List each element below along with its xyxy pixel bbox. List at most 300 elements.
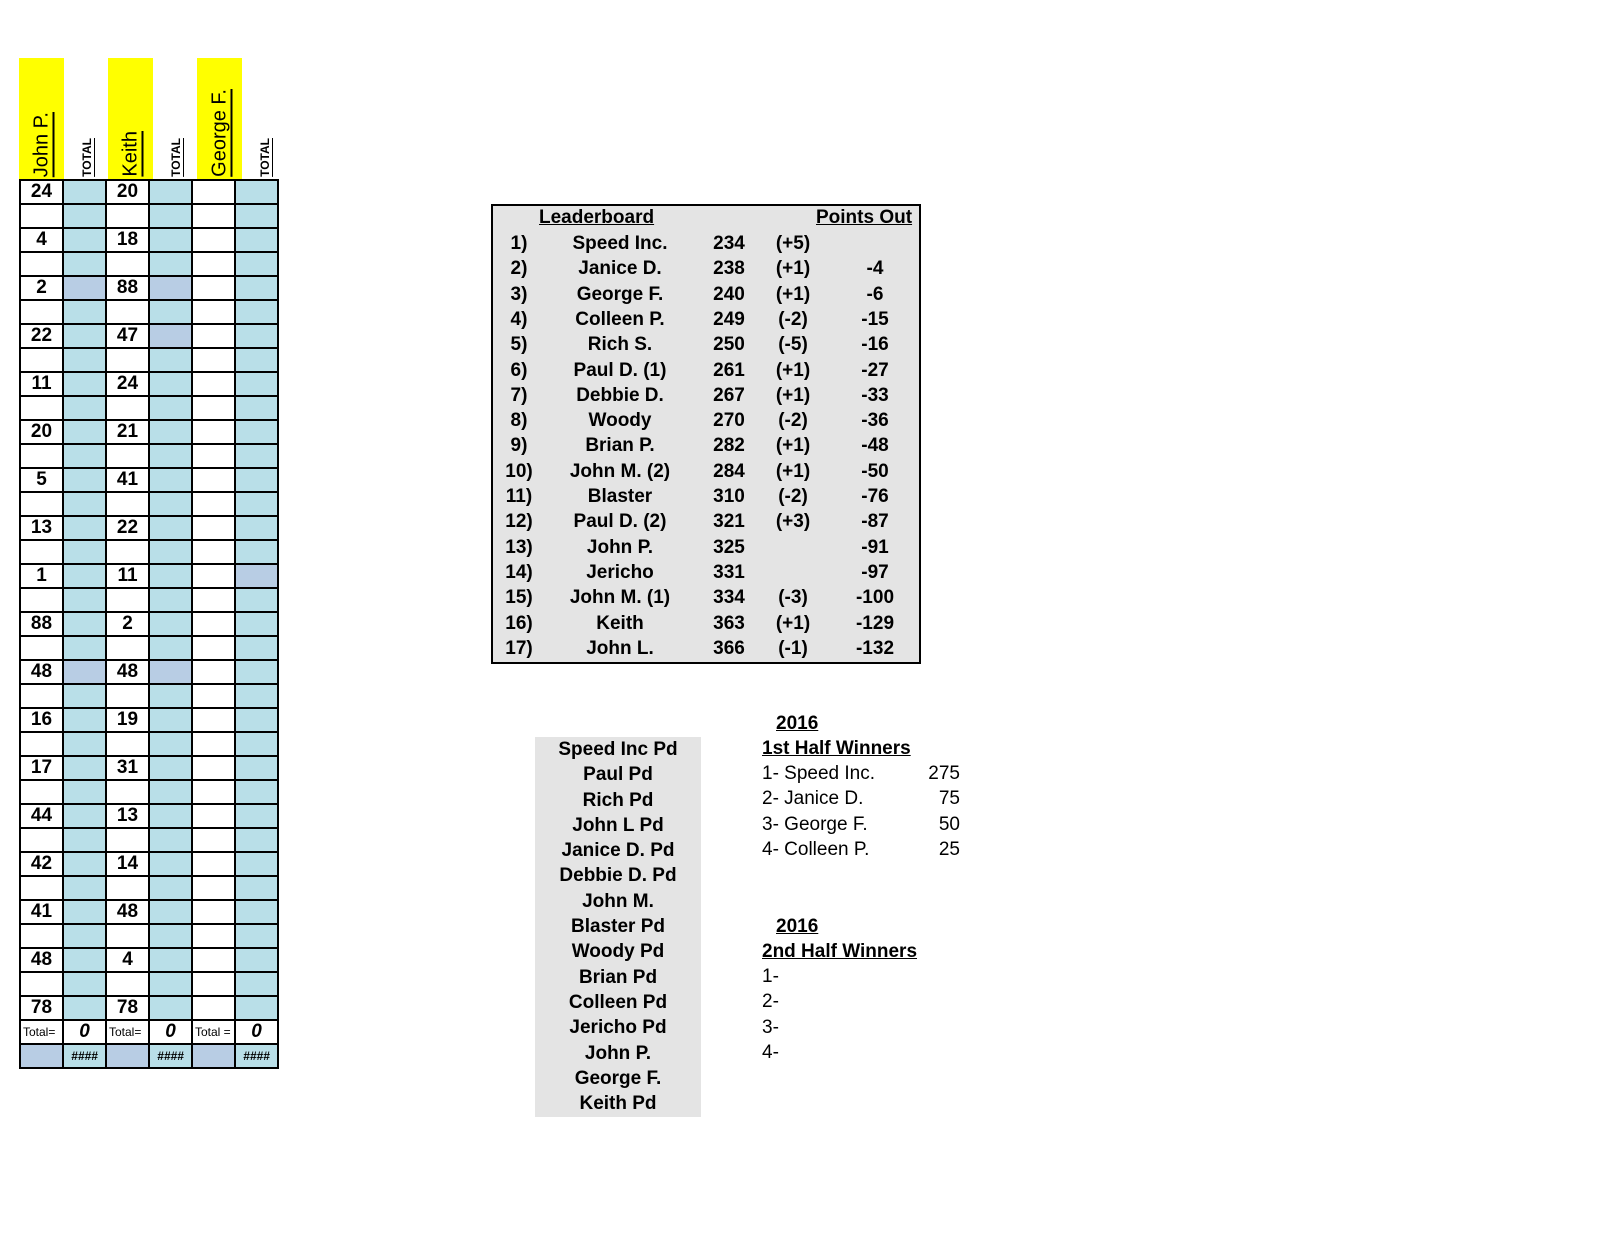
total-label: Total=	[106, 1020, 149, 1044]
table-row	[20, 852, 278, 876]
table-row	[20, 684, 278, 708]
leaderboard-row	[493, 459, 919, 484]
total-cell	[63, 252, 106, 276]
player-name: Paul D. (1)	[573, 359, 667, 381]
paid-entry: John M.	[582, 890, 654, 912]
position-change: (-2)	[778, 410, 808, 432]
table-row	[20, 660, 278, 684]
rank: 12)	[505, 511, 533, 533]
total-cell	[235, 852, 278, 876]
points-out: -16	[861, 334, 889, 356]
score-cell	[192, 924, 235, 948]
score-cell	[20, 780, 63, 804]
score-cell	[106, 252, 149, 276]
total-cell	[63, 996, 106, 1020]
total-cell	[235, 324, 278, 348]
points-out: -48	[861, 435, 889, 457]
total-cell	[149, 588, 192, 612]
table-row	[20, 516, 278, 540]
leaderboard-row	[493, 231, 919, 256]
total-cell	[235, 636, 278, 660]
player-header	[19, 58, 64, 179]
score-cell: 19	[106, 708, 149, 732]
total-cell	[149, 780, 192, 804]
score-cell	[106, 828, 149, 852]
player-name: Jericho	[586, 561, 654, 583]
score-cell	[192, 756, 235, 780]
score-cell: 31	[106, 756, 149, 780]
total-cell	[63, 324, 106, 348]
paid-entry: Speed Inc Pd	[558, 739, 678, 760]
score-cell	[20, 684, 63, 708]
total-cell	[63, 588, 106, 612]
winner-label: 2-	[762, 991, 779, 1013]
leaderboard-row	[493, 636, 919, 661]
score-cell	[20, 732, 63, 756]
total-cell	[235, 228, 278, 252]
score-cell	[192, 636, 235, 660]
total-cell	[235, 828, 278, 852]
score-cell	[192, 852, 235, 876]
table-row	[20, 756, 278, 780]
score-cell	[192, 564, 235, 588]
score-cell	[106, 540, 149, 564]
player-name: Keith	[119, 131, 141, 177]
score: 284	[713, 460, 745, 482]
paid-entry: Rich Pd	[582, 789, 654, 811]
total-cell	[63, 972, 106, 996]
total-cell	[149, 636, 192, 660]
score-table	[19, 179, 279, 1069]
total-cell	[63, 948, 106, 972]
leaderboard	[491, 204, 921, 664]
points-out: -4	[866, 258, 884, 280]
player-name: Debbie D.	[576, 384, 664, 406]
score-cell	[192, 588, 235, 612]
points-out: -76	[861, 486, 889, 507]
score: 363	[713, 612, 745, 634]
total-header	[153, 58, 198, 179]
score-cell	[192, 972, 235, 996]
leaderboard-row	[493, 535, 919, 560]
total-cell	[149, 612, 192, 636]
total-cell	[235, 780, 278, 804]
score-cell	[106, 396, 149, 420]
total-cell	[235, 276, 278, 300]
table-row	[20, 540, 278, 564]
score-cell	[192, 372, 235, 396]
total-cell	[63, 924, 106, 948]
total-cell	[235, 420, 278, 444]
winner-amount: 75	[938, 788, 960, 810]
winner-label: 4- Colleen P.	[762, 838, 870, 860]
score: 270	[713, 410, 745, 432]
score: 334	[713, 587, 745, 609]
score-cell	[192, 324, 235, 348]
totals-row	[20, 1020, 278, 1044]
score-cell: 16	[20, 708, 63, 732]
table-row	[20, 204, 278, 228]
leaderboard-row	[493, 560, 919, 585]
position-change: (-2)	[778, 486, 808, 507]
score: 325	[713, 536, 745, 558]
table-row	[20, 924, 278, 948]
total-cell	[149, 468, 192, 492]
score-cell	[192, 276, 235, 300]
position-change: (+1)	[775, 283, 811, 305]
score-cell	[192, 996, 235, 1020]
position-change: (+1)	[775, 460, 811, 482]
total-cell	[63, 492, 106, 516]
winner-label: 3- George F.	[762, 813, 868, 835]
total-cell	[149, 444, 192, 468]
total-label: TOTAL	[257, 138, 272, 177]
table-row	[20, 804, 278, 828]
score-cell	[192, 180, 235, 204]
total-cell	[63, 204, 106, 228]
total-label: TOTAL	[79, 138, 94, 177]
total-cell	[235, 732, 278, 756]
winner-amount: 50	[938, 813, 960, 835]
position-change: (-5)	[778, 334, 808, 356]
second-half-title: 2nd Half Winners	[762, 941, 918, 962]
total-cell	[149, 492, 192, 516]
rank: 15)	[505, 587, 533, 609]
score-cell	[106, 924, 149, 948]
total-cell	[235, 204, 278, 228]
score-cell: 11	[20, 372, 63, 396]
winner-amount: 25	[938, 838, 960, 860]
total-cell	[149, 420, 192, 444]
points-out: -6	[866, 283, 884, 305]
score-cell	[192, 900, 235, 924]
table-row	[20, 828, 278, 852]
total-cell	[149, 540, 192, 564]
table-row	[20, 492, 278, 516]
score-cell: 11	[106, 564, 149, 588]
score: 321	[713, 511, 745, 533]
score-cell	[192, 516, 235, 540]
total-cell	[235, 372, 278, 396]
score-cell	[106, 732, 149, 756]
score-cell: 78	[106, 996, 149, 1020]
total-cell	[235, 876, 278, 900]
total-cell	[63, 660, 106, 684]
position-change: (+1)	[775, 612, 811, 634]
points-out: -50	[861, 460, 889, 482]
score-cell	[106, 636, 149, 660]
total-cell	[63, 900, 106, 924]
position-change: (+1)	[775, 359, 811, 381]
total-cell	[149, 300, 192, 324]
score-cell	[20, 588, 63, 612]
points-out: -15	[861, 308, 889, 330]
total-cell	[235, 468, 278, 492]
table-row	[20, 348, 278, 372]
player-name: John P.	[586, 536, 654, 558]
leaderboard-row	[493, 332, 919, 357]
leaderboard-row	[493, 282, 919, 307]
total-cell	[149, 708, 192, 732]
total-cell	[63, 612, 106, 636]
paid-entry: Debbie D. Pd	[559, 865, 677, 887]
score-cell: 48	[106, 900, 149, 924]
total-cell	[149, 852, 192, 876]
points-out: -97	[861, 561, 889, 583]
blank-cell	[192, 1044, 235, 1068]
total-cell	[63, 444, 106, 468]
leaderboard-row	[493, 383, 919, 408]
score-cell: 48	[20, 660, 63, 684]
score-cell	[192, 828, 235, 852]
table-row	[20, 180, 278, 204]
score-cell	[20, 252, 63, 276]
total-label: Total=	[20, 1020, 63, 1044]
score-cell	[106, 876, 149, 900]
total-cell	[235, 492, 278, 516]
score-cell: 13	[106, 804, 149, 828]
points-out: -27	[861, 359, 889, 381]
column-header-row	[19, 58, 279, 179]
table-row	[20, 732, 278, 756]
leaderboard-row	[493, 484, 919, 509]
leaderboard-row	[493, 509, 919, 534]
table-row	[20, 468, 278, 492]
position-change: (-1)	[778, 637, 808, 659]
total-cell	[63, 564, 106, 588]
score-cell	[20, 492, 63, 516]
paid-entry: Janice D. Pd	[561, 840, 675, 862]
paid-entry: George F.	[574, 1067, 662, 1089]
rank: 10)	[505, 460, 533, 482]
rank: 2)	[510, 258, 528, 280]
player-name: Colleen P.	[575, 308, 665, 330]
table-row	[20, 444, 278, 468]
total-cell	[63, 396, 106, 420]
total-cell	[235, 708, 278, 732]
player-name: Woody	[588, 410, 652, 432]
paid-entry: Brian Pd	[578, 966, 658, 988]
total-cell	[63, 684, 106, 708]
total-cell	[149, 180, 192, 204]
score-cell	[106, 588, 149, 612]
total-cell	[63, 276, 106, 300]
score: 249	[713, 308, 745, 330]
overflow-row	[20, 1044, 278, 1068]
score-cell	[20, 972, 63, 996]
score-cell: 48	[106, 660, 149, 684]
rank: 13)	[505, 536, 533, 558]
score-cell	[192, 252, 235, 276]
winner-label: 2- Janice D.	[762, 788, 864, 810]
total-cell	[235, 612, 278, 636]
table-row	[20, 300, 278, 324]
player-name: John M. (2)	[569, 460, 671, 482]
leaderboard-row	[493, 408, 919, 433]
total-cell	[63, 780, 106, 804]
overflow-cell: ####	[63, 1044, 106, 1068]
total-cell	[149, 900, 192, 924]
points-out: -100	[855, 587, 895, 609]
score-cell: 22	[106, 516, 149, 540]
score-cell	[192, 348, 235, 372]
total-cell	[63, 468, 106, 492]
score-cell: 4	[106, 948, 149, 972]
total-cell	[63, 372, 106, 396]
rank: 17)	[505, 637, 533, 659]
second-half-year: 2016	[776, 916, 819, 937]
position-change: (+1)	[775, 258, 811, 280]
winner-label: 1- Speed Inc.	[762, 763, 876, 784]
score-cell	[20, 828, 63, 852]
total-cell	[149, 732, 192, 756]
points-out: -36	[861, 410, 889, 432]
total-cell	[63, 540, 106, 564]
leaderboard-row	[493, 611, 919, 636]
score-cell: 2	[20, 276, 63, 300]
score: 282	[713, 435, 745, 457]
score-cell	[20, 300, 63, 324]
table-row	[20, 324, 278, 348]
first-half-year: 2016	[776, 713, 819, 734]
score-cell	[192, 468, 235, 492]
score-cell	[106, 972, 149, 996]
score-cell	[192, 540, 235, 564]
total-header	[242, 58, 287, 179]
table-row	[20, 972, 278, 996]
paid-entry: Woody Pd	[571, 941, 665, 963]
total-cell	[149, 564, 192, 588]
score-cell	[106, 300, 149, 324]
table-row	[20, 780, 278, 804]
total-value: 0	[235, 1020, 278, 1044]
score: 366	[713, 637, 745, 659]
total-cell	[235, 948, 278, 972]
player-name: John L.	[586, 637, 654, 659]
player-name: George F.	[208, 89, 230, 177]
paid-entry: Jericho Pd	[569, 1017, 667, 1039]
rank: 9)	[510, 435, 528, 457]
score-cell	[20, 444, 63, 468]
score-cell: 4	[20, 228, 63, 252]
blank-cell	[20, 1044, 63, 1068]
score-cell	[192, 612, 235, 636]
score-cell	[192, 420, 235, 444]
player-name: Speed Inc.	[572, 233, 668, 254]
table-row	[20, 588, 278, 612]
total-cell	[63, 516, 106, 540]
total-cell	[235, 516, 278, 540]
score-cell: 22	[20, 324, 63, 348]
table-row	[20, 372, 278, 396]
points-out: -33	[861, 384, 889, 406]
total-cell	[63, 828, 106, 852]
player-name: John P.	[30, 111, 52, 177]
total-cell	[235, 588, 278, 612]
paid-entry: Paul Pd	[583, 764, 653, 786]
score-cell	[192, 204, 235, 228]
score-cell: 14	[106, 852, 149, 876]
score-cell: 24	[20, 180, 63, 204]
player-name: Brian P.	[585, 435, 655, 457]
total-value: 0	[63, 1020, 106, 1044]
table-row	[20, 420, 278, 444]
score-cell	[192, 780, 235, 804]
score: 331	[713, 561, 745, 583]
rank: 6)	[510, 359, 528, 381]
total-cell	[149, 516, 192, 540]
total-cell	[235, 804, 278, 828]
total-cell	[63, 804, 106, 828]
player-name: George F.	[576, 283, 664, 305]
score-cell: 44	[20, 804, 63, 828]
total-cell	[63, 348, 106, 372]
score: 250	[713, 334, 745, 356]
rank: 7)	[510, 384, 528, 406]
total-cell	[63, 636, 106, 660]
total-header	[64, 58, 109, 179]
score-cell	[20, 636, 63, 660]
score-cell	[192, 948, 235, 972]
rank: 1)	[510, 233, 528, 254]
paid-entry: Keith Pd	[579, 1093, 657, 1115]
total-cell	[235, 564, 278, 588]
paid-entry: John L Pd	[572, 814, 664, 836]
score-cell: 5	[20, 468, 63, 492]
total-cell	[235, 972, 278, 996]
score-cell: 2	[106, 612, 149, 636]
total-cell	[149, 204, 192, 228]
total-cell	[63, 708, 106, 732]
score-cell	[106, 444, 149, 468]
leaderboard-title: Leaderboard	[539, 207, 655, 228]
score-cell	[106, 492, 149, 516]
total-cell	[235, 300, 278, 324]
total-cell	[149, 948, 192, 972]
total-label: Total =	[192, 1020, 235, 1044]
total-cell	[235, 684, 278, 708]
total-cell	[63, 852, 106, 876]
player-name: Blaster	[587, 486, 653, 507]
table-row	[20, 228, 278, 252]
points-out-header: Points Out	[816, 207, 913, 228]
score-cell	[106, 204, 149, 228]
score-cell	[20, 540, 63, 564]
total-cell	[149, 228, 192, 252]
first-half-title: 1st Half Winners	[762, 738, 911, 759]
total-cell	[235, 756, 278, 780]
total-cell	[235, 396, 278, 420]
rank: 16)	[505, 612, 533, 634]
score-cell	[192, 396, 235, 420]
table-row	[20, 612, 278, 636]
total-cell	[63, 876, 106, 900]
winner-label: 4-	[762, 1041, 779, 1063]
total-cell	[149, 924, 192, 948]
points-out: -91	[861, 536, 889, 558]
score-cell: 20	[20, 420, 63, 444]
total-cell	[149, 684, 192, 708]
paid-entry: Blaster Pd	[571, 916, 665, 938]
score-cell: 42	[20, 852, 63, 876]
total-cell	[235, 252, 278, 276]
overflow-cell: ####	[149, 1044, 192, 1068]
score-cell: 20	[106, 180, 149, 204]
score-cell	[192, 444, 235, 468]
table-row	[20, 396, 278, 420]
position-change: (+1)	[775, 384, 811, 406]
score-cell: 21	[106, 420, 149, 444]
